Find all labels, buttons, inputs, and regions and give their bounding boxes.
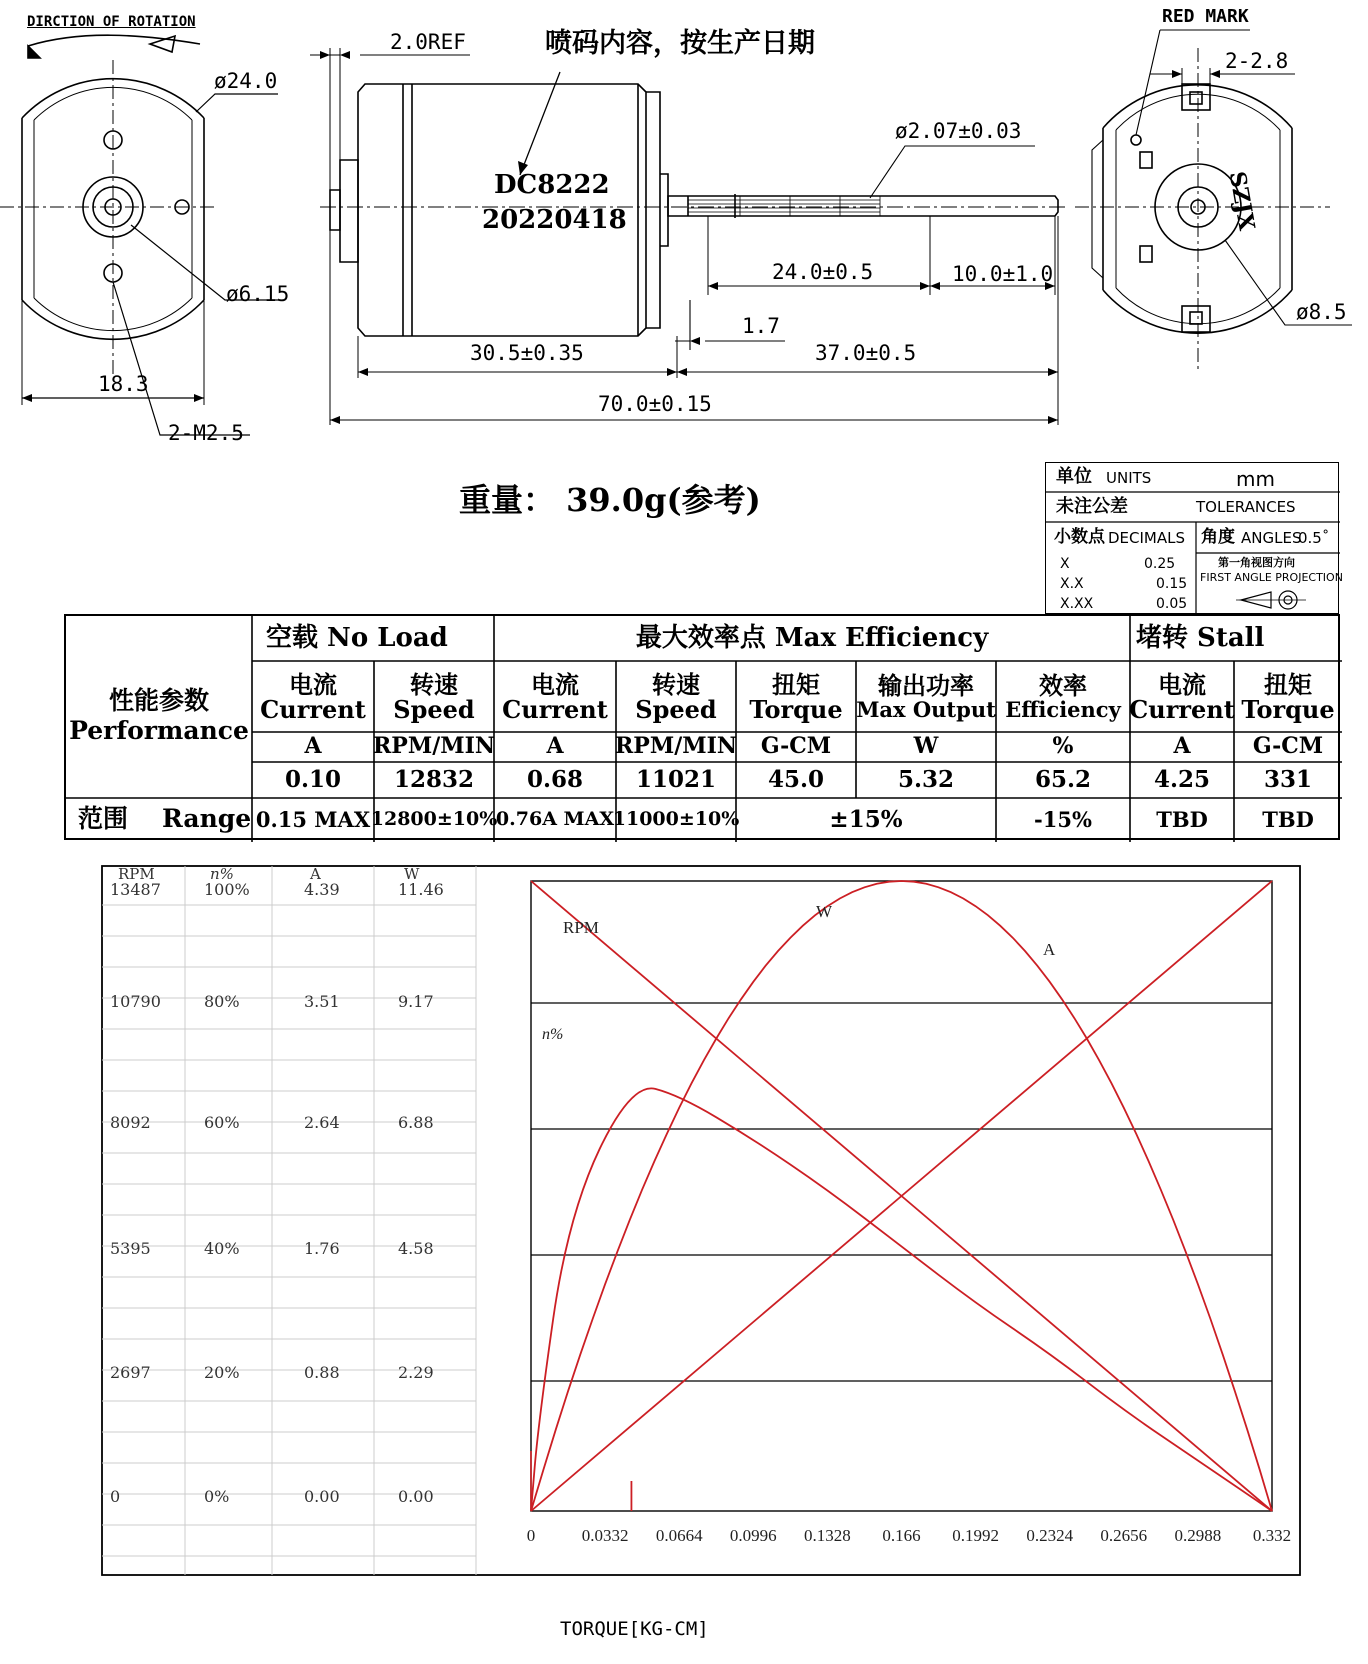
perf-col-en: Torque [749, 695, 843, 724]
table-header: n% [210, 865, 234, 883]
perf-range: 0.76A MAX [495, 808, 615, 831]
red-mark-label: RED MARK [1162, 6, 1249, 27]
perf-col-en: Current [1129, 695, 1235, 724]
perf-col-cn: 电流 [531, 669, 579, 699]
perf-value: 0.68 [526, 765, 584, 793]
perf-unit: G-CM [760, 733, 832, 760]
dim-shaft: ø2.07±0.03 [895, 119, 1022, 143]
table-cell: 100% [204, 880, 250, 899]
table-header: W [404, 865, 420, 883]
tol-en: TOLERANCES [1196, 498, 1296, 516]
dim-24: 24.0±0.5 [772, 260, 874, 284]
x-tick-label: 0.2324 [1026, 1526, 1074, 1545]
perf-value: 331 [1263, 765, 1312, 793]
x-tick-label: 0.332 [1252, 1526, 1292, 1545]
rear-stamp: SZJX [1223, 169, 1260, 233]
perf-col-cn: 转速 [652, 669, 700, 699]
perf-col-cn: 电流 [1158, 669, 1206, 699]
perf-value: 65.2 [1034, 765, 1092, 793]
table-cell: 8092 [110, 1113, 151, 1132]
table-cell: 9.17 [398, 992, 434, 1011]
ang-cn: 角度 [1201, 527, 1235, 547]
table-cell: 4.39 [304, 880, 340, 899]
perf-col-cn: 输出功率 [878, 671, 974, 701]
table-cell: 40% [204, 1239, 240, 1258]
x-tick-label: 0.2656 [1100, 1526, 1148, 1545]
perf-unit: A [304, 733, 322, 760]
dim-70: 70.0±0.15 [598, 392, 712, 416]
perf-range: 11000±10% [612, 808, 740, 831]
table-cell: 11.46 [398, 880, 444, 899]
table-cell: 0 [110, 1487, 121, 1506]
table-cell: 20% [204, 1363, 240, 1382]
table-cell: 80% [204, 992, 240, 1011]
perf-unit: RPM/MIN [373, 733, 495, 760]
row-label-performance-en: Performance [69, 716, 249, 745]
perf-value: 12832 [393, 765, 475, 793]
ang-en: ANGLES [1241, 529, 1302, 547]
dim-18-3: 18.3 [98, 372, 149, 396]
perf-value: 4.25 [1153, 765, 1211, 793]
perf-range: TBD [1156, 806, 1208, 832]
perf-range: TBD [1262, 806, 1314, 832]
curve-label-w: W [816, 902, 833, 921]
range-en: Range [162, 803, 252, 833]
dim-37: 37.0±0.5 [815, 341, 917, 365]
perf-col-cn: 电流 [289, 669, 337, 699]
perf-unit: RPM/MIN [615, 733, 737, 760]
table-cell: 2.29 [398, 1363, 434, 1382]
header-no-load: 空载 No Load [266, 622, 448, 653]
perf-unit: W [913, 733, 939, 760]
table-cell: 0% [204, 1487, 230, 1506]
perf-col-en: Efficiency [1005, 696, 1121, 722]
label-model: DC8222 [494, 170, 610, 200]
units-en: UNITS [1106, 469, 1152, 487]
curve-npct [531, 1088, 1272, 1511]
table-cell: 6.88 [398, 1113, 434, 1132]
table-cell: 4.58 [398, 1239, 434, 1258]
perf-value: 45.0 [767, 765, 825, 793]
tol-row-key: X [1060, 556, 1070, 572]
dim-10: 10.0±1.0 [952, 262, 1054, 286]
x-tick-label: 0.166 [882, 1526, 921, 1545]
perf-col-cn: 扭矩 [1264, 669, 1312, 699]
perf-col-en: Speed [393, 695, 475, 724]
perf-range: 12800±10% [370, 808, 498, 831]
row-label-performance-cn: 性能参数 [108, 685, 209, 715]
tol-row-key: X.X [1060, 576, 1084, 592]
perf-value: 5.32 [897, 765, 955, 793]
x-tick-label: 0.2988 [1174, 1526, 1222, 1545]
ang-val: 0.5˚ [1298, 529, 1330, 547]
print-note: 喷码内容，按生产日期 [545, 28, 815, 59]
table-cell: 1.76 [304, 1239, 340, 1258]
x-tick-label: 0.1992 [952, 1526, 999, 1545]
table-cell: 0.00 [398, 1487, 434, 1506]
x-tick-label: 0.0332 [581, 1526, 629, 1545]
perf-col-en: Current [502, 695, 608, 724]
dim-30-5: 30.5±0.35 [470, 341, 584, 365]
x-tick-label: 0.0996 [729, 1526, 777, 1545]
table-cell: 60% [204, 1113, 240, 1132]
tol-row-val: 0.25 [1144, 556, 1176, 572]
dim-2ref: 2.0REF [390, 30, 466, 54]
dim-dia615: ø6.15 [226, 282, 290, 306]
table-header: A [310, 865, 321, 883]
table-header: RPM [118, 865, 155, 883]
perf-range: 0.15 MAX [255, 806, 371, 832]
units-val: mm [1236, 467, 1275, 491]
dim-2-m25: 2-M2.5 [168, 421, 244, 445]
perf-range: -15% [1034, 806, 1092, 832]
perf-col-en: Current [260, 695, 366, 724]
dim-dia24: ø24.0 [214, 69, 278, 93]
tol-cn: 未注公差 [1056, 496, 1128, 517]
table-cell: 2697 [110, 1363, 151, 1382]
header-max-efficiency: 最大效率点 Max Efficiency [635, 622, 989, 653]
plot-area [531, 881, 1272, 1511]
perf-unit: G-CM [1252, 733, 1324, 760]
dim-2-2-8: 2-2.8 [1225, 49, 1289, 73]
x-tick-label: 0.1328 [804, 1526, 851, 1545]
dec-en: DECIMALS [1108, 529, 1186, 547]
curve-w [531, 881, 1272, 1511]
weight-note: 重量： 39.0g(参考) [459, 481, 761, 519]
x-tick-label: 0.0664 [655, 1526, 703, 1545]
perf-col-cn: 转速 [410, 669, 458, 699]
range-cn: 范围 [78, 803, 129, 833]
perf-col-cn: 扭矩 [772, 669, 820, 699]
perf-col-en: Speed [635, 695, 717, 724]
table-cell: 13487 [110, 880, 161, 899]
table-cell: 10790 [110, 992, 161, 1011]
dim-1-7: 1.7 [742, 314, 780, 338]
perf-value: 0.10 [284, 765, 342, 793]
perf-value: 11021 [635, 765, 717, 793]
projection-cn: 第一角视图方向 [1218, 556, 1295, 569]
perf-unit: A [546, 733, 564, 760]
units-cn: 单位 [1056, 466, 1092, 487]
curve-label-rpm: RPM [563, 918, 599, 937]
table-cell: 5395 [110, 1239, 151, 1258]
tol-row-val: 0.05 [1156, 596, 1188, 612]
x-tick-label: 0 [526, 1526, 536, 1545]
curve-a [531, 881, 1272, 1511]
curve-label-a: A [1043, 940, 1056, 959]
table-cell: 0.88 [304, 1363, 340, 1382]
x-axis-label: TORQUE[KG-CM] [560, 1618, 709, 1640]
table-cell: 2.64 [304, 1113, 340, 1132]
perf-col-cn: 效率 [1039, 671, 1087, 701]
projection-en: FIRST ANGLE PROJECTION [1200, 571, 1343, 584]
header-stall: 堵转 Stall [1136, 622, 1265, 653]
perf-col-en: Torque [1241, 695, 1335, 724]
perf-unit: % [1052, 733, 1074, 760]
rotation-label: DIRCTION OF ROTATION [27, 14, 196, 30]
dec-cn: 小数点 [1054, 527, 1105, 547]
label-date: 20220418 [482, 205, 627, 235]
perf-col-en: Max Output [856, 696, 996, 722]
merged-range: ±15% [829, 805, 903, 833]
curve-label-efficiency: n% [542, 1026, 564, 1043]
dim-dia85: ø8.5 [1296, 300, 1347, 324]
curve-rpm [531, 881, 1272, 1511]
tol-row-key: X.XX [1060, 596, 1094, 612]
table-cell: 0.00 [304, 1487, 340, 1506]
perf-unit: A [1173, 733, 1191, 760]
tol-row-val: 0.15 [1156, 576, 1188, 592]
table-cell: 3.51 [304, 992, 340, 1011]
